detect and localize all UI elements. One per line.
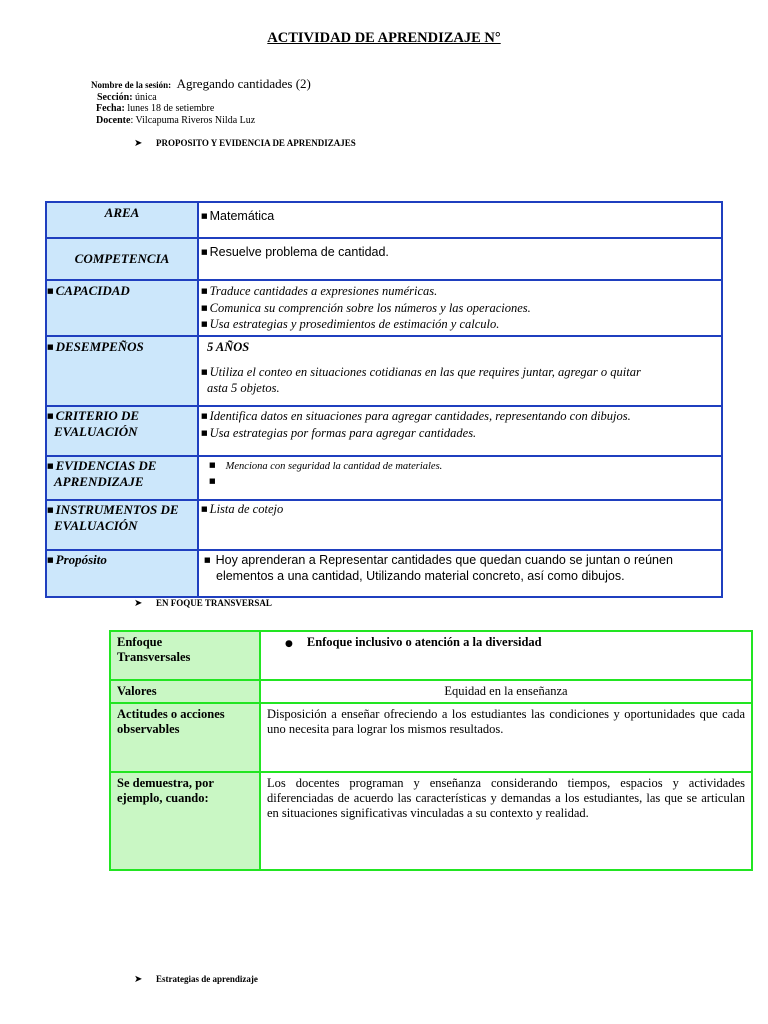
actitudes-value: Disposición a enseñar ofreciendo a los estudiantes las condiciones y oportunidades que cada uno necesita para lograr los mismos resultados.: [260, 703, 752, 772]
square-bullet-icon: ■: [47, 287, 54, 295]
proposito-line-2: elementos a una cantidad, Utilizando material concreto, así como dibujos.: [216, 569, 625, 583]
square-bullet-icon: ■: [201, 212, 208, 220]
actitudes-label-cell: [110, 703, 260, 772]
actitudes-label-1: Actitudes o acciones: [117, 707, 225, 721]
capacidad-item: ■ Comunica su comprención sobre los números y las operaciones.: [201, 300, 531, 315]
criterio-item: ■ Usa estrategias por formas para agregar cantidades.: [201, 425, 477, 440]
proposito-cell: [198, 550, 722, 597]
date-line: [96, 103, 214, 115]
competencia-value: Resuelve problema de cantidad.: [209, 245, 389, 259]
enfoque-label-cell: [110, 631, 260, 680]
capacidad-item: ■ Traduce cantidades a expresiones numéricas.: [201, 284, 438, 298]
document-title: ACTIVIDAD DE APRENDIZAJE N°: [267, 30, 501, 46]
round-bullet-icon: ●: [285, 639, 293, 649]
session-label: Nombre de la sesión:: [91, 80, 172, 90]
valores-value: Equidad en la enseñanza: [260, 680, 752, 703]
heading-estrategias: [134, 974, 258, 985]
heading-enfoque: [134, 598, 272, 609]
proposito-label: Propósito: [55, 552, 107, 567]
row-criterio: [46, 406, 722, 456]
enfoque-value: Enfoque inclusivo o atención a la diversidad: [306, 635, 542, 649]
square-bullet-icon: ■: [201, 412, 208, 420]
proposito-label-cell: [46, 550, 198, 597]
criterio-label-2: EVALUACIÓN: [54, 424, 138, 439]
square-bullet-icon: ■: [201, 287, 208, 295]
teacher-line: [96, 115, 255, 127]
square-bullet-icon: ■: [47, 556, 54, 564]
square-bullet-icon: ■: [201, 303, 208, 312]
heading-estrategias-text: Estrategias de aprendizaje: [156, 974, 258, 984]
teacher-label: Docente: [96, 115, 131, 126]
demuestra-label-2: ejemplo, cuando:: [117, 791, 209, 805]
square-bullet-icon: ■: [47, 506, 54, 514]
date-label: Fecha:: [96, 103, 125, 114]
row-evidencias: [46, 456, 722, 500]
arrowhead-icon: ➤: [134, 138, 143, 149]
proposito-line-1: ■ Hoy aprenderan a Representar cantidades que quedan cuando se juntan o reúnen: [204, 553, 673, 567]
session-line: [91, 78, 311, 92]
instrumentos-label-cell: [46, 500, 198, 550]
demuestra-label-1: Se demuestra, por: [117, 776, 214, 790]
row-desempenos: [46, 336, 722, 406]
competencia-label: COMPETENCIA: [46, 238, 198, 280]
square-bullet-icon: ■: [47, 462, 54, 470]
date-value: lunes 18 de setiembre: [127, 103, 215, 114]
learning-table: [45, 201, 723, 598]
area-label: AREA: [46, 202, 198, 238]
area-value: Matemática: [209, 209, 275, 223]
instrumentos-label-1: INSTRUMENTOS DE: [55, 502, 179, 517]
criterio-label-1: CRITERIO DE: [55, 408, 140, 423]
capacidad-item: ■ Usa estrategias y prosedimientos de estimación y calculo.: [201, 317, 500, 331]
arrowhead-icon: ➤: [134, 598, 143, 609]
teacher-value: : Vilcapuma Riveros Nilda Luz: [130, 115, 256, 126]
row-enfoque: [110, 631, 752, 680]
evidencias-item: ■ Menciona con seguridad la cantidad de materiales.: [209, 461, 443, 472]
evidencias-cell: [198, 456, 722, 500]
criterio-label-cell: [46, 406, 198, 456]
capacidad-label: CAPACIDAD: [55, 283, 130, 298]
row-capacidad: [46, 280, 722, 336]
enfoque-cell: [260, 631, 752, 680]
enfoque-table: [109, 630, 753, 871]
demuestra-value: Los docentes programan y enseñanza considerando tiempos, espacios y actividades diferenciadas de acuerdo las características y demandas a los estudiantes, las que se articulan en situaciones significativas vinculadas a su contexto y realidad.: [260, 772, 752, 870]
square-bullet-icon: ■: [47, 343, 54, 351]
square-bullet-icon: ■: [201, 428, 208, 437]
competencia-cell: [198, 238, 722, 280]
square-bullet-icon: ■: [204, 556, 211, 564]
heading-proposito-text: PROPOSITO Y EVIDENCIA DE APRENDIZAJES: [156, 138, 356, 148]
square-bullet-icon: ■: [201, 505, 208, 513]
criterio-item: ■ Identifica datos en situaciones para agregar cantidades, representando con dibujos.: [201, 409, 631, 423]
evidencias-label-2: APRENDIZAJE: [54, 474, 144, 489]
desempenos-line-2: asta 5 objetos.: [207, 381, 280, 395]
square-bullet-icon: ■: [201, 248, 208, 256]
area-cell: [198, 202, 722, 238]
desempenos-age: 5 AÑOS: [207, 340, 250, 354]
row-instrumentos: [46, 500, 722, 550]
section-label: Sección:: [97, 92, 133, 103]
capacidad-cell: [198, 280, 722, 336]
square-bullet-icon: ■: [201, 368, 208, 376]
heading-enfoque-text: EN FOQUE TRANSVERSAL: [156, 598, 272, 608]
row-actitudes: [110, 703, 752, 772]
criterio-cell: [198, 406, 722, 456]
instrumentos-label-2: EVALUACIÓN: [54, 518, 138, 533]
instrumentos-cell: [198, 500, 722, 550]
evidencias-label-1: EVIDENCIAS DE: [55, 458, 157, 473]
actitudes-label-2: observables: [117, 722, 180, 736]
enfoque-label-1: Enfoque: [117, 635, 163, 649]
square-bullet-icon: ■: [209, 477, 216, 485]
session-value: Agregando cantidades (2): [176, 76, 311, 91]
row-competencia: [46, 238, 722, 280]
evidencias-label-cell: [46, 456, 198, 500]
square-bullet-icon: ■: [209, 461, 216, 469]
row-proposito: [46, 550, 722, 597]
capacidad-label-cell: [46, 280, 198, 336]
instrumentos-value: Lista de cotejo: [209, 502, 284, 516]
enfoque-label-2: Transversales: [117, 650, 191, 664]
desempenos-line-1: ■ Utiliza el conteo en situaciones cotidianas en las que requires juntar, agregar o quitar: [201, 365, 641, 379]
row-valores: [110, 680, 752, 703]
heading-proposito: [134, 138, 356, 149]
row-demuestra: [110, 772, 752, 870]
row-area: [46, 202, 722, 238]
square-bullet-icon: ■: [201, 320, 208, 328]
demuestra-label-cell: [110, 772, 260, 870]
evidencias-empty-item: [209, 474, 719, 490]
desempenos-label: DESEMPEÑOS: [55, 339, 144, 354]
valores-label: Valores: [110, 680, 260, 703]
arrowhead-icon: ➤: [134, 974, 143, 985]
section-value: única: [135, 92, 157, 103]
desempenos-label-cell: [46, 336, 198, 406]
square-bullet-icon: ■: [47, 412, 54, 420]
desempenos-cell: [198, 336, 722, 406]
